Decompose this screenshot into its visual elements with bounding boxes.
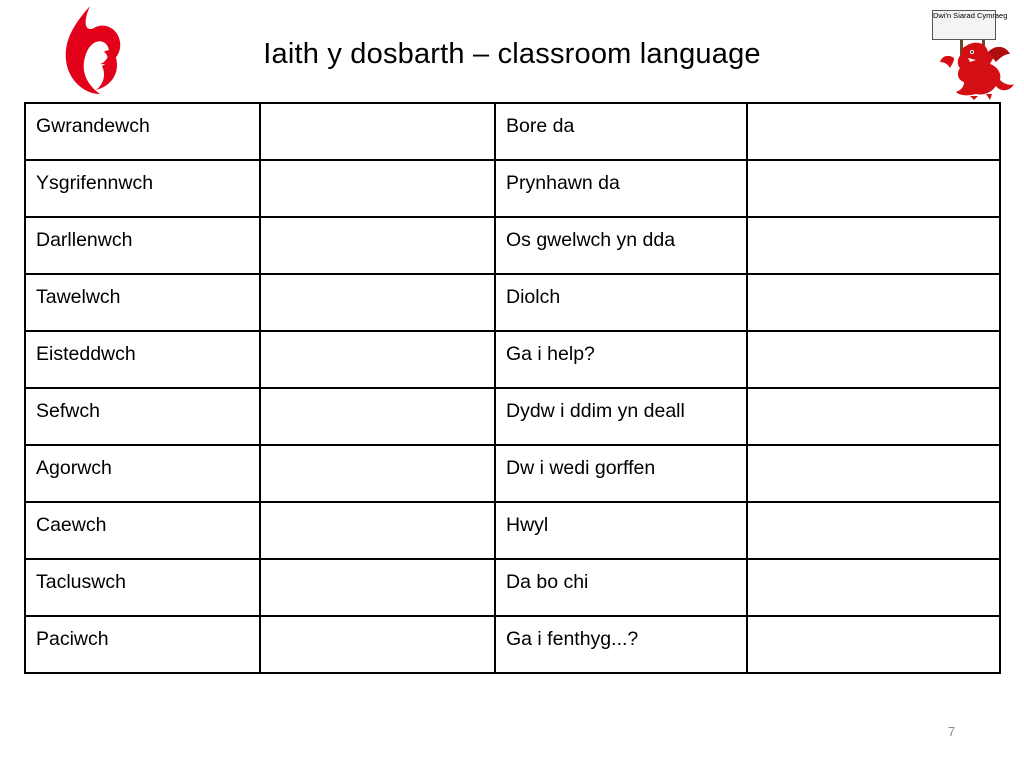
page-number: 7 bbox=[948, 724, 956, 739]
translation-cell bbox=[747, 331, 1000, 388]
sign-text: Dwi'n Siarad Cymraeg bbox=[933, 11, 1008, 20]
translation-cell bbox=[747, 217, 1000, 274]
instruction-cell: Agorwch bbox=[25, 445, 260, 502]
vocabulary-table bbox=[24, 102, 1001, 674]
table-row bbox=[25, 331, 1000, 388]
instruction-cell: Ysgrifennwch bbox=[25, 160, 260, 217]
phrase-cell: Da bo chi bbox=[495, 559, 747, 616]
translation-cell bbox=[747, 388, 1000, 445]
table-row bbox=[25, 103, 1000, 160]
translation-cell bbox=[260, 217, 495, 274]
translation-cell bbox=[260, 445, 495, 502]
translation-cell bbox=[260, 616, 495, 673]
page-title: Iaith y dosbarth – classroom language bbox=[263, 38, 761, 70]
table-row bbox=[25, 445, 1000, 502]
phrase-cell: Hwyl bbox=[495, 502, 747, 559]
translation-cell bbox=[260, 502, 495, 559]
translation-cell bbox=[260, 274, 495, 331]
phrase-cell: Ga i help? bbox=[495, 331, 747, 388]
instruction-cell: Caewch bbox=[25, 502, 260, 559]
table-row bbox=[25, 616, 1000, 673]
translation-cell bbox=[747, 559, 1000, 616]
translation-cell bbox=[747, 616, 1000, 673]
phrase-cell: Bore da bbox=[495, 103, 747, 160]
table-row bbox=[25, 274, 1000, 331]
instruction-cell: Sefwch bbox=[25, 388, 260, 445]
welsh-dragon-sign-icon bbox=[930, 4, 1016, 102]
translation-cell bbox=[260, 331, 495, 388]
translation-cell bbox=[260, 103, 495, 160]
translation-cell bbox=[747, 103, 1000, 160]
instruction-cell: Paciwch bbox=[25, 616, 260, 673]
translation-cell bbox=[747, 274, 1000, 331]
phrase-cell: Ga i fenthyg...? bbox=[495, 616, 747, 673]
instruction-cell: Darllenwch bbox=[25, 217, 260, 274]
instruction-cell: Gwrandewch bbox=[25, 103, 260, 160]
translation-cell bbox=[260, 160, 495, 217]
phrase-cell: Prynhawn da bbox=[495, 160, 747, 217]
translation-cell bbox=[747, 160, 1000, 217]
instruction-cell: Eisteddwch bbox=[25, 331, 260, 388]
translation-cell bbox=[260, 388, 495, 445]
phrase-cell: Diolch bbox=[495, 274, 747, 331]
translation-cell bbox=[747, 502, 1000, 559]
table-row bbox=[25, 559, 1000, 616]
phrase-cell: Dydw i ddim yn deall bbox=[495, 388, 747, 445]
table-row bbox=[25, 217, 1000, 274]
translation-cell bbox=[747, 445, 1000, 502]
translation-cell bbox=[260, 559, 495, 616]
phrase-cell: Dw i wedi gorffen bbox=[495, 445, 747, 502]
table-row bbox=[25, 160, 1000, 217]
phrase-cell: Os gwelwch yn dda bbox=[495, 217, 747, 274]
instruction-cell: Tawelwch bbox=[25, 274, 260, 331]
table-row bbox=[25, 502, 1000, 559]
table-row bbox=[25, 388, 1000, 445]
instruction-cell: Tacluswch bbox=[25, 559, 260, 616]
